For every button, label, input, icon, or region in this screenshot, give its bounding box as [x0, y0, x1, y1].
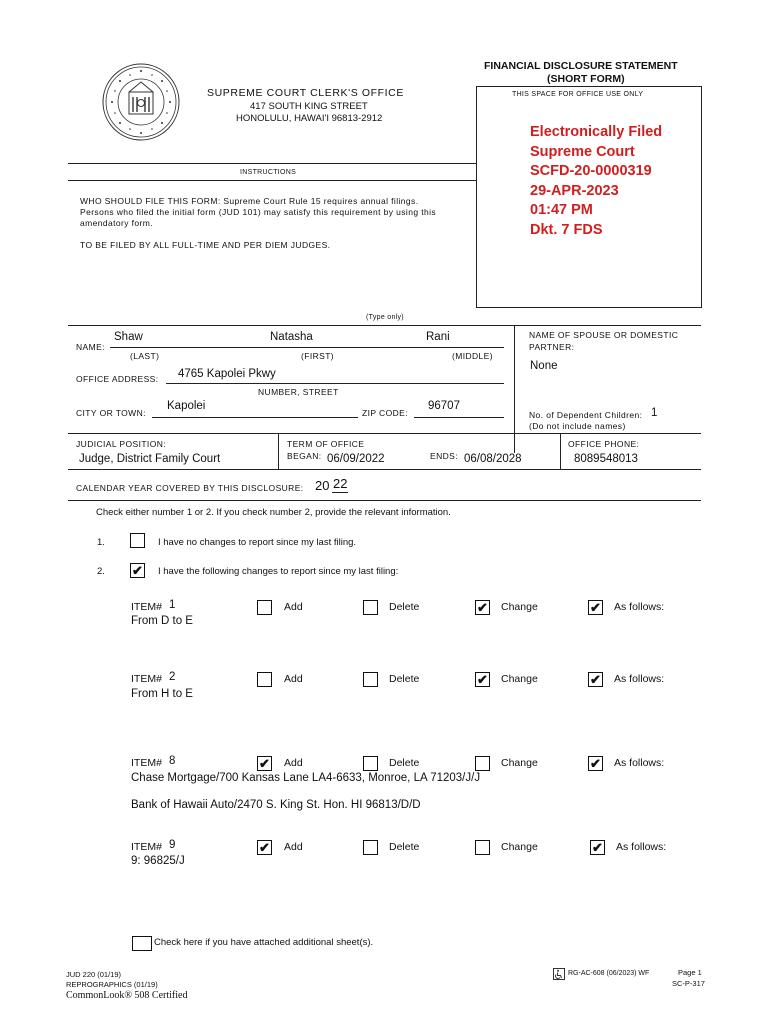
reprographics: REPROGRAPHICS (01/19)	[66, 980, 158, 989]
option-2-checkbox[interactable]: ✔	[130, 563, 145, 578]
item-add-checkbox[interactable]: ✔	[257, 756, 272, 771]
option-2-text: I have the following changes to report since my last filing:	[158, 566, 399, 577]
instructions-top-rule	[68, 163, 476, 164]
children-field[interactable]: 1	[651, 407, 658, 419]
item-follows-checkbox[interactable]: ✔	[588, 600, 603, 615]
address-underline	[166, 383, 504, 384]
item-add-checkbox[interactable]: ✔	[257, 840, 272, 855]
filer-top-rule	[68, 325, 701, 326]
middle-label: (MIDDLE)	[452, 351, 493, 361]
stamp-date: 29-APR-2023	[530, 182, 619, 199]
phone-left-border	[560, 433, 561, 469]
as-follows-label: As follows:	[616, 841, 667, 853]
accessibility-icon	[553, 967, 565, 979]
calendar-year-label: CALENDAR YEAR COVERED BY THIS DISCLOSURE:	[76, 483, 304, 493]
item-number[interactable]: 2	[169, 671, 176, 683]
as-follows-label: As follows:	[614, 673, 665, 685]
item-detail[interactable]: 9: 96825/J	[131, 855, 185, 867]
item-add-checkbox[interactable]	[257, 600, 272, 615]
position-top-rule	[68, 433, 701, 434]
middle-name-field[interactable]: Rani	[426, 331, 450, 343]
type-only-note: (Type only)	[366, 314, 404, 321]
children-label: No. of Dependent Children:	[529, 410, 643, 420]
city-underline	[152, 417, 358, 418]
name-label: NAME:	[76, 342, 105, 352]
change-label: Change	[501, 673, 538, 685]
instructions-para1-line1: WHO SHOULD FILE THIS FORM: Supreme Court Rule 15 requires annual filings.	[80, 196, 419, 206]
delete-label: Delete	[389, 673, 420, 685]
last-name-field[interactable]: Shaw	[114, 331, 143, 343]
option-1-checkbox[interactable]	[130, 533, 145, 548]
year-bottom-rule	[68, 500, 701, 501]
delete-label: Delete	[389, 757, 420, 769]
change-label: Change	[501, 841, 538, 853]
item-delete-checkbox[interactable]	[363, 672, 378, 687]
zip-label: ZIP CODE:	[362, 408, 408, 418]
judicial-position-label: JUDICIAL POSITION:	[76, 439, 167, 449]
office-address-label: OFFICE ADDRESS:	[76, 374, 159, 384]
certified-note: CommonLook® 508 Certified	[66, 990, 188, 1001]
item-detail-2[interactable]: Bank of Hawaii Auto/2470 S. King St. Hon. HI 96813/D/D	[131, 799, 421, 811]
page-number: Page 1	[678, 968, 702, 977]
item-delete-checkbox[interactable]	[363, 600, 378, 615]
began-field[interactable]: 06/09/2022	[327, 453, 385, 465]
item-follows-checkbox[interactable]: ✔	[588, 756, 603, 771]
form-id: JUD 220 (01/19)	[66, 970, 122, 979]
children-note: (Do not include names)	[529, 421, 626, 431]
zip-underline	[414, 417, 504, 418]
judicial-position-field[interactable]: Judge, District Family Court	[79, 453, 221, 465]
item-number[interactable]: 9	[169, 839, 176, 851]
item-detail[interactable]: Chase Mortgage/700 Kansas Lane LA4-6633, Monroe, LA 71203/J/J	[131, 772, 481, 784]
add-label: Add	[284, 757, 303, 769]
sc-code: SC-P-317	[672, 979, 705, 988]
add-label: Add	[284, 601, 303, 613]
court-seal-icon	[101, 62, 181, 142]
choice-prompt: Check either number 1 or 2. If you check number 2, provide the relevant information.	[96, 507, 451, 518]
item-change-checkbox[interactable]	[475, 756, 490, 771]
form-subtitle: (SHORT FORM)	[547, 73, 625, 85]
item-delete-checkbox[interactable]	[363, 756, 378, 771]
office-use-right-border	[701, 86, 702, 308]
city-field[interactable]: Kapolei	[167, 400, 206, 412]
instructions-para1-line2: Persons who filed the initial form (JUD 101) may satisfy this requirement by using this	[80, 207, 437, 217]
delete-label: Delete	[389, 601, 420, 613]
instructions-heading: INSTRUCTIONS	[240, 169, 297, 176]
item-follows-checkbox[interactable]: ✔	[590, 840, 605, 855]
instructions-para1-line3: amendatory form.	[80, 218, 154, 228]
name-underline	[110, 347, 504, 348]
change-label: Change	[501, 601, 538, 613]
office-address-1: 417 SOUTH KING STREET	[250, 101, 368, 112]
city-label: CITY OR TOWN:	[76, 408, 146, 418]
office-use-bottom-border	[476, 307, 702, 308]
office-phone-field[interactable]: 8089548013	[574, 453, 638, 465]
spouse-label-2: PARTNER:	[529, 342, 575, 352]
form-title: FINANCIAL DISCLOSURE STATEMENT	[484, 60, 678, 72]
stamp-line-2: Supreme Court	[530, 143, 635, 160]
calendar-year-field[interactable]: 22	[333, 476, 348, 491]
item-change-checkbox[interactable]	[475, 840, 490, 855]
stamp-case-number: SCFD-20-0000319	[530, 163, 652, 179]
item-label: ITEM#	[131, 757, 162, 769]
stamp-time: 01:47 PM	[530, 202, 593, 218]
item-label: ITEM#	[131, 673, 162, 685]
item-label: ITEM#	[131, 841, 162, 853]
attach-checkbox[interactable]	[132, 936, 152, 951]
item-follows-checkbox[interactable]: ✔	[588, 672, 603, 687]
began-label: BEGAN:	[287, 451, 322, 461]
term-label: TERM OF OFFICE	[287, 439, 365, 449]
office-use-left-border	[476, 86, 477, 308]
item-detail[interactable]: From H to E	[131, 688, 193, 700]
add-label: Add	[284, 841, 303, 853]
ends-label: ENDS:	[430, 451, 458, 461]
rg-code: RG-AC-608 (06/2023) WF	[568, 970, 650, 977]
change-label: Change	[501, 757, 538, 769]
office-phone-label: OFFICE PHONE:	[568, 439, 640, 449]
calendar-year-prefix: 20	[315, 478, 330, 493]
filing-stamp	[530, 123, 662, 240]
position-bottom-rule	[68, 469, 701, 470]
office-address-field[interactable]: 4765 Kapolei Pkwy	[178, 368, 276, 380]
first-label: (FIRST)	[301, 351, 335, 361]
delete-label: Delete	[389, 841, 420, 853]
option-2-number: 2.	[97, 566, 105, 577]
add-label: Add	[284, 673, 303, 685]
stamp-line-1: Electronically Filed	[530, 124, 663, 140]
office-name: SUPREME COURT CLERK'S OFFICE	[207, 87, 404, 99]
item-add-checkbox[interactable]	[257, 672, 272, 687]
item-detail[interactable]: From D to E	[131, 615, 193, 627]
number-street-label: NUMBER, STREET	[258, 387, 339, 397]
instructions-para2: TO BE FILED BY ALL FULL-TIME AND PER DIEM JUDGES.	[80, 240, 331, 250]
ends-field[interactable]: 06/08/2028	[464, 453, 522, 465]
header-rule	[476, 86, 701, 87]
stamp-docket: Dkt. 7 FDS	[530, 221, 603, 238]
year-underline	[332, 492, 348, 493]
option-1-number: 1.	[97, 537, 105, 548]
first-name-field[interactable]: Natasha	[270, 331, 313, 343]
attach-text: Check here if you have attached additional sheet(s).	[154, 937, 374, 948]
office-use-label: THIS SPACE FOR OFFICE USE ONLY	[512, 91, 644, 98]
last-label: (LAST)	[130, 351, 160, 361]
spouse-field[interactable]: None	[530, 360, 558, 372]
term-left-border	[278, 433, 279, 469]
item-change-checkbox[interactable]: ✔	[475, 672, 490, 687]
option-1-text: I have no changes to report since my last filing.	[158, 537, 357, 548]
as-follows-label: As follows:	[614, 757, 665, 769]
as-follows-label: As follows:	[614, 601, 665, 613]
spouse-label-1: NAME OF SPOUSE OR DOMESTIC	[529, 330, 679, 340]
instructions-mid-rule	[68, 180, 476, 181]
item-label: ITEM#	[131, 601, 162, 613]
item-number[interactable]: 8	[169, 755, 176, 767]
zip-field[interactable]: 96707	[428, 400, 460, 412]
office-address-2: HONOLULU, HAWAI'I 96813-2912	[236, 113, 383, 124]
item-delete-checkbox[interactable]	[363, 840, 378, 855]
item-change-checkbox[interactable]: ✔	[475, 600, 490, 615]
item-number[interactable]: 1	[169, 599, 176, 611]
